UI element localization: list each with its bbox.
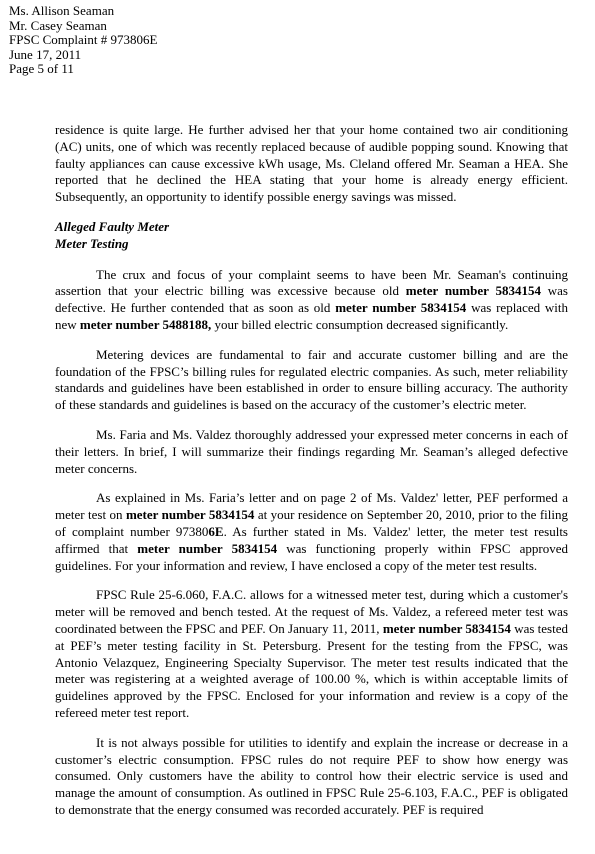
paragraph-witnessed-test bbox=[55, 587, 568, 721]
recipient-2: Mr. Casey Seaman bbox=[9, 17, 107, 33]
paragraph-metering-devices: Metering devices are fundamental to fair and accurate customer billing and are the foundation of the FPSC’s billing rules for regulated electric companies. As such, meter reliability standards and guidelines have been established in order to ensure billing accuracy. The authority of these standards and guidelines is based on the accuracy of the customer’s electric meter. bbox=[55, 346, 568, 413]
paragraph-meter-test bbox=[55, 490, 568, 574]
page-number: Page 5 of 11 bbox=[9, 61, 74, 76]
text: The crux and focus of your complaint seems to have been Mr. Seaman's continuing assertion that your electric billing was excessive because old bbox=[55, 266, 568, 299]
recipient-1: Ms. Allison Seaman bbox=[9, 3, 115, 18]
text: . As further stated in Ms. Valdez' letter, the meter test results affirmed that bbox=[55, 523, 568, 556]
letter-date: June 17, 2011 bbox=[9, 46, 82, 62]
text: was tested at PEF’s meter testing facility in St. Petersburg. Present for the testing from the FPSC, was Antonio Velazquez, Engineering Specialty Supervisor. The meter test results indicated that the meter was registering at a weighted average of 100.00 %, which is within acceptable limits of guidelines approved by the FPSC. Enclosed for your information and review is a copy of the refereed meter test report. bbox=[55, 620, 568, 720]
heading-meter-testing: Meter Testing bbox=[55, 235, 129, 251]
meter-number-bold: meter number 5834154 bbox=[382, 620, 511, 636]
paragraph-consumption: It is not always possible for utilities to identify and explain the increase or decrease in a customer’s electric consumption. FPSC rules do not require PEF to show how energy was consumed. Only customers have the ability to control how their electric service is used and manage the amount of consumption. As outlined in FPSC Rule 25-6.103, F.A.C., PEF is obligated to demonstrate that the energy consumed was recorded accurately. PEF is required bbox=[55, 734, 568, 817]
text: was replaced with new bbox=[55, 300, 569, 332]
meter-number-bold: meter number 5488188, bbox=[79, 316, 212, 332]
paragraph-faria-valdez: Ms. Faria and Ms. Valdez thoroughly addressed your expressed meter concerns in each of their letters. In brief, I will summarize their findings regarding Mr. Seaman’s alleged defective meter concerns. bbox=[55, 426, 568, 476]
letter-header bbox=[9, 4, 157, 77]
text: your billed electric consumption decreased significantly. bbox=[211, 316, 509, 332]
letter-body bbox=[55, 122, 568, 832]
meter-number-bold: meter number 5834154 bbox=[335, 300, 467, 316]
paragraph-crux bbox=[55, 267, 568, 334]
complaint-number: FPSC Complaint # 973806E bbox=[9, 32, 158, 47]
text: at your residence on September 20, 2010, prior to the filing of complaint number 97380 bbox=[55, 507, 568, 539]
complaint-suffix-bold: 6E bbox=[208, 523, 224, 539]
text: FPSC Rule 25-6.060, F.A.C. allows for a witnessed meter test, during which a customer's meter will be removed and bench tested. At the request of Ms. Valdez, a refereed meter test was coordinated between the FPSC and PEF. On January 11, 2011, bbox=[55, 587, 568, 636]
text: was functioning properly within FPSC approved guidelines. For your information and review, I have enclosed a copy of the meter test results. bbox=[55, 540, 568, 573]
text: was defective. He further contended that as soon as old bbox=[55, 283, 568, 316]
section-heading bbox=[55, 219, 568, 253]
text: As explained in Ms. Faria’s letter and on page 2 of Ms. Valdez' letter, PEF performed a meter test on bbox=[55, 490, 568, 523]
heading-alleged-faulty-meter: Alleged Faulty Meter bbox=[55, 218, 170, 234]
meter-number-bold: meter number 5834154 bbox=[405, 283, 541, 299]
meter-number-bold: meter number 5834154 bbox=[125, 507, 255, 523]
meter-number-bold: meter number 5834154 bbox=[137, 540, 278, 556]
paragraph-residence: residence is quite large. He further advised her that your home contained two air conditioning (AC) units, one of which was recently replaced because of audible popping sound. Knowing that faulty appliances can cause excessive kWh usage, Ms. Cleland offered Mr. Seaman a HEA. She reported that he declined the HEA stating that your home is already energy efficient. Subsequently, an opportunity to identify possible energy savings was missed. bbox=[55, 122, 568, 205]
